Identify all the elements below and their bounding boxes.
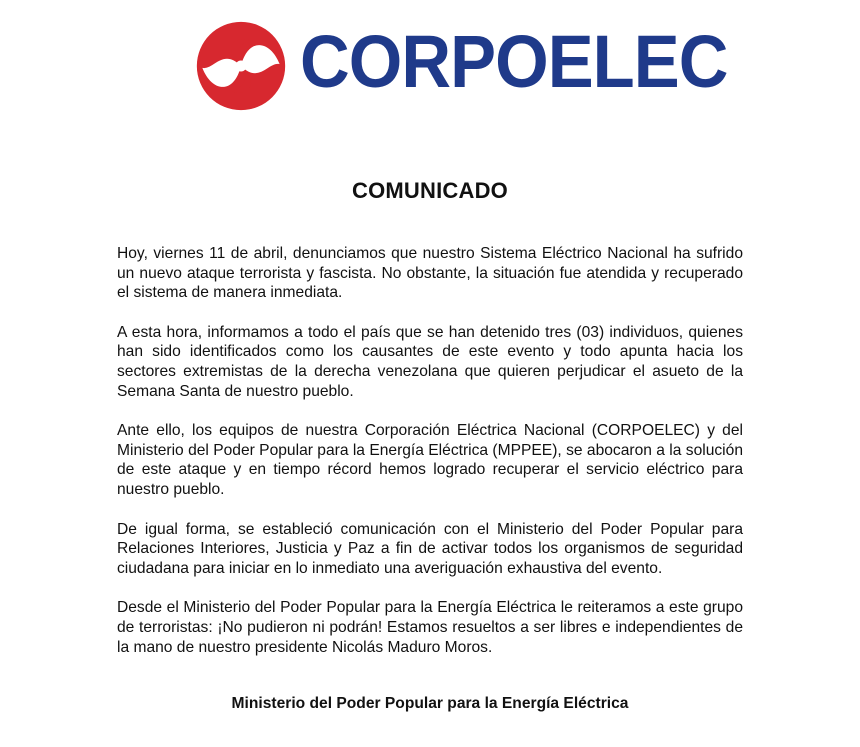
paragraph-3: Ante ello, los equipos de nuestra Corporación Eléctrica Nacional (CORPOELEC) y del Ministerio del Poder Popular para la Energía Eléctrica (MPPEE), se abocaron a la solución de este ataque y en tiempo récord hemos logrado recuperar el servicio eléctrico para nuestro pueblo. [117,422,743,498]
corpoelec-swirl-icon [195,20,287,112]
logo-wordmark: CORPOELEC [300,20,728,103]
paragraph-1: Hoy, viernes 11 de abril, denunciamos que nuestro Sistema Eléctrico Nacional ha sufrido un nuevo ataque terrorista y fascista. No obstante, la situación fue atendida y recuperado el sistema de manera inmediata. [117,245,743,302]
paragraph-5: Desde el Ministerio del Poder Popular para la Energía Eléctrica le reiteramos a este grupo de terroristas: ¡No pudieron ni podrán! Estamos resueltos a ser libres e independientes de la mano de nuestro presidente Nicolás Maduro Moros. [117,599,743,656]
signature: Ministerio del Poder Popular para la Energía Eléctrica [231,695,629,712]
header [0,14,860,114]
document-body [117,244,743,677]
paragraph-2: A esta hora, informamos a todo el país que se han detenido tres (03) individuos, quienes han sido identificados como los causantes de este evento y todo apunta hacia los sectores extremistas de la derecha venezolana que quieren perjudicar el asueto de la Semana Santa de nuestro pueblo. [117,323,743,400]
paragraph-4: De igual forma, se estableció comunicación con el Ministerio del Poder Popular para Relaciones Interiores, Justicia y Paz a fin de activar todos los organismos de seguridad ciudadana para iniciar en lo inmediato una averiguación exhaustiva del evento. [117,520,743,577]
page-title: COMUNICADO [352,178,508,203]
